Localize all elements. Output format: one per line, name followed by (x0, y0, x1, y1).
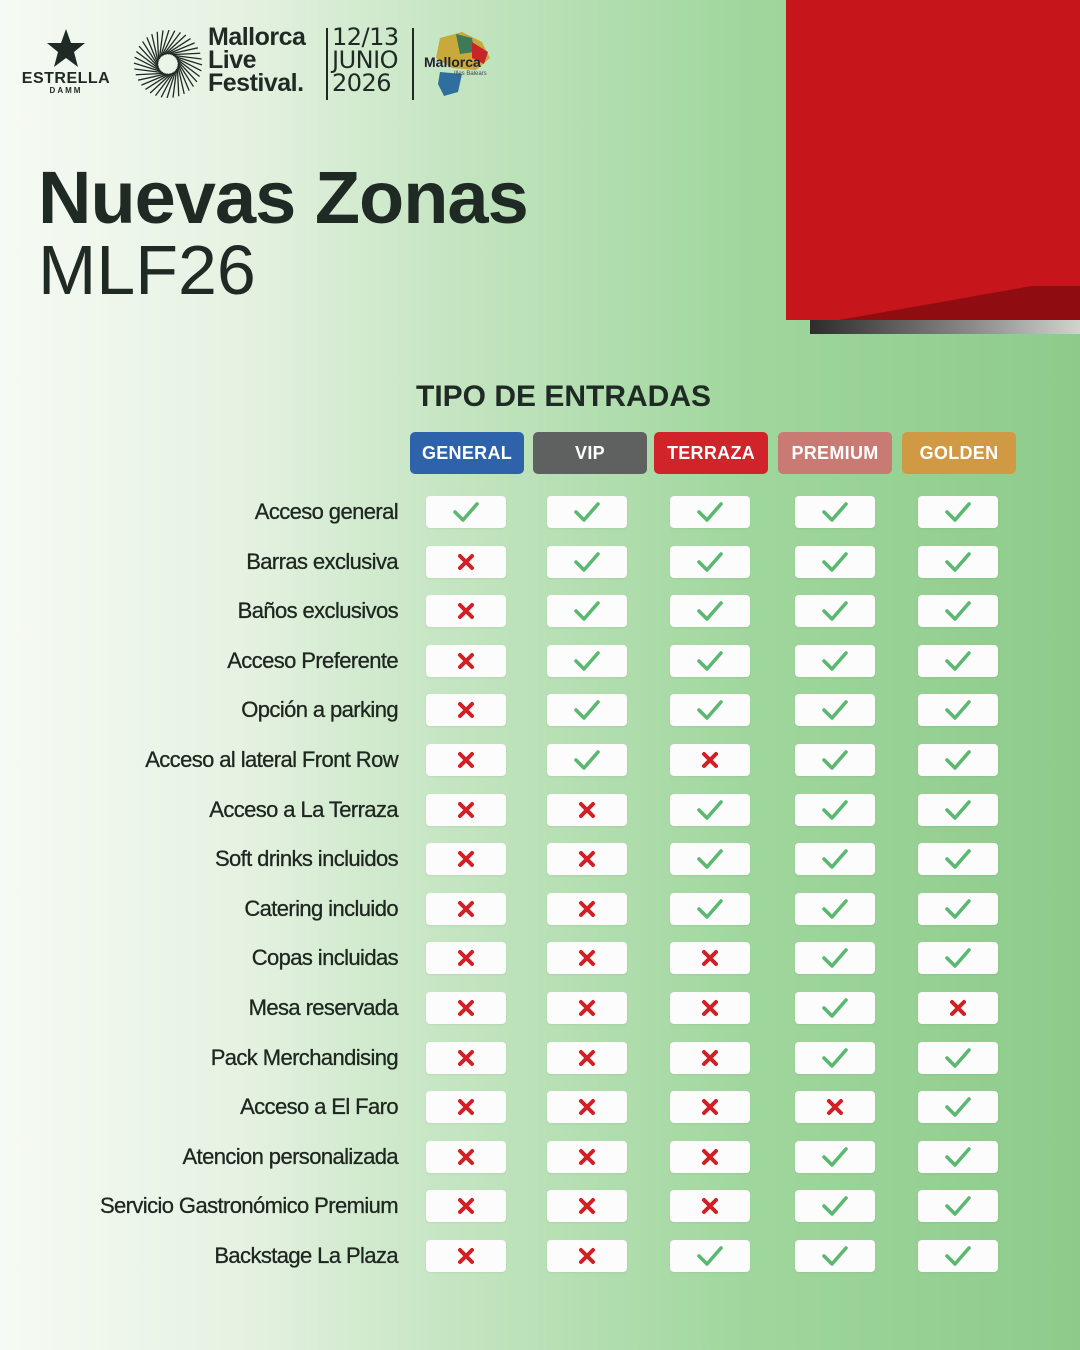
check-icon (696, 1245, 724, 1267)
festival-name-line-2: Live (208, 46, 257, 74)
cross-cell (547, 1091, 627, 1123)
cross-cell (670, 744, 750, 776)
column-header-terraza: TERRAZA (654, 432, 768, 474)
cross-cell (670, 1190, 750, 1222)
check-cell (547, 496, 627, 528)
divider (326, 28, 328, 100)
cross-icon (457, 999, 475, 1017)
cross-cell (547, 843, 627, 875)
row-label: Barras exclusiva (246, 548, 398, 574)
check-cell (670, 893, 750, 925)
check-icon (821, 799, 849, 821)
cross-cell (670, 942, 750, 974)
check-icon (944, 1096, 972, 1118)
check-icon (696, 898, 724, 920)
check-cell (918, 694, 998, 726)
check-icon (944, 699, 972, 721)
check-cell (547, 595, 627, 627)
cross-cell (426, 1042, 506, 1074)
check-icon (944, 848, 972, 870)
check-cell (795, 546, 875, 578)
cross-icon (701, 1098, 719, 1116)
cross-cell (426, 843, 506, 875)
check-cell (795, 595, 875, 627)
cross-icon (578, 949, 596, 967)
brand-name: ESTRELLA (21, 70, 111, 87)
check-icon (944, 799, 972, 821)
check-icon (944, 1146, 972, 1168)
cross-cell (547, 1042, 627, 1074)
cross-cell (426, 546, 506, 578)
check-icon (452, 501, 480, 523)
cross-icon (457, 949, 475, 967)
check-cell (795, 645, 875, 677)
check-icon (821, 947, 849, 969)
check-cell (795, 694, 875, 726)
cross-icon (578, 1247, 596, 1265)
check-cell (795, 744, 875, 776)
cross-cell (547, 1190, 627, 1222)
check-icon (821, 600, 849, 622)
check-icon (944, 947, 972, 969)
check-icon (573, 699, 601, 721)
check-cell (795, 942, 875, 974)
cross-icon (457, 1148, 475, 1166)
cross-icon (578, 801, 596, 819)
festival-name (208, 23, 306, 97)
row-label: Catering incluido (244, 895, 398, 921)
check-icon (821, 848, 849, 870)
cross-icon (578, 1049, 596, 1067)
check-icon (821, 1245, 849, 1267)
row-label: Acceso a El Faro (240, 1094, 398, 1120)
check-cell (795, 1042, 875, 1074)
check-icon (944, 898, 972, 920)
cross-icon (457, 850, 475, 868)
red-banner (786, 0, 1080, 320)
row-label: Mesa reservada (248, 995, 398, 1020)
cross-cell (426, 893, 506, 925)
check-icon (821, 1146, 849, 1168)
check-cell (918, 1091, 998, 1123)
check-icon (944, 650, 972, 672)
cross-cell (670, 1091, 750, 1123)
check-icon (821, 1047, 849, 1069)
row-label: Servicio Gastronómico Premium (99, 1193, 398, 1219)
check-icon (696, 600, 724, 622)
check-cell (918, 1141, 998, 1173)
row-label: Baños exclusivos (237, 598, 398, 624)
row-label: Backstage La Plaza (214, 1243, 398, 1268)
row-label: Acceso a La Terraza (209, 796, 398, 822)
cross-cell (426, 1190, 506, 1222)
cross-icon (578, 1197, 596, 1215)
column-header-general: GENERAL (410, 432, 524, 474)
cross-icon (457, 701, 475, 719)
check-cell (795, 1190, 875, 1222)
check-cell (918, 1240, 998, 1272)
estrella-damm-logo (20, 28, 112, 95)
check-cell (795, 1240, 875, 1272)
check-icon (821, 1195, 849, 1217)
check-icon (944, 1195, 972, 1217)
check-cell (795, 843, 875, 875)
check-cell (918, 843, 998, 875)
check-cell (547, 546, 627, 578)
check-cell (918, 942, 998, 974)
check-icon (821, 501, 849, 523)
cross-cell (426, 694, 506, 726)
sunburst-icon (132, 28, 204, 100)
cross-cell (795, 1091, 875, 1123)
check-icon (821, 997, 849, 1019)
column-header-vip: VIP (533, 432, 647, 474)
cross-icon (578, 1098, 596, 1116)
check-cell (918, 645, 998, 677)
cross-icon (701, 1049, 719, 1067)
check-icon (696, 848, 724, 870)
check-icon (944, 501, 972, 523)
cross-icon (826, 1098, 844, 1116)
festival-dates (332, 23, 399, 97)
cross-icon (457, 553, 475, 571)
cross-cell (426, 1240, 506, 1272)
cross-cell (426, 1141, 506, 1173)
check-cell (918, 546, 998, 578)
cross-cell (547, 1141, 627, 1173)
cross-cell (547, 992, 627, 1024)
check-cell (795, 794, 875, 826)
row-label: Acceso Preferente (227, 647, 398, 673)
row-label: Opción a parking (241, 697, 398, 723)
cross-cell (426, 645, 506, 677)
cross-icon (457, 1049, 475, 1067)
check-cell (795, 1141, 875, 1173)
check-icon (821, 898, 849, 920)
cross-icon (578, 999, 596, 1017)
cross-icon (457, 1098, 475, 1116)
check-icon (573, 501, 601, 523)
check-icon (944, 1245, 972, 1267)
row-label: Atencion personalizada (182, 1143, 398, 1169)
cross-cell (547, 794, 627, 826)
check-icon (696, 501, 724, 523)
check-icon (821, 650, 849, 672)
mallorca-logo (422, 28, 502, 100)
row-label: Copas incluidas (251, 945, 398, 971)
check-cell (918, 496, 998, 528)
page-subtitle: MLF26 (38, 231, 256, 309)
row-label: Soft drinks incluidos (214, 846, 398, 872)
cross-icon (457, 751, 475, 769)
festival-name-line-3: Festival. (208, 69, 304, 97)
cross-cell (426, 1091, 506, 1123)
check-cell (918, 794, 998, 826)
check-icon (696, 650, 724, 672)
cross-icon (457, 1247, 475, 1265)
check-icon (573, 749, 601, 771)
page-title: Nuevas Zonas (38, 156, 528, 239)
brand-sub: DAMM (49, 86, 83, 95)
check-cell (795, 496, 875, 528)
cross-icon (701, 1197, 719, 1215)
cross-icon (701, 949, 719, 967)
check-cell (670, 645, 750, 677)
check-cell (426, 496, 506, 528)
row-label: Pack Merchandising (210, 1044, 398, 1070)
check-icon (696, 699, 724, 721)
check-icon (944, 749, 972, 771)
check-icon (944, 600, 972, 622)
check-icon (821, 749, 849, 771)
cross-icon (701, 999, 719, 1017)
cross-cell (426, 794, 506, 826)
banner-shadow (810, 320, 1080, 334)
date-line-2: JUNIO (332, 46, 399, 74)
check-cell (670, 595, 750, 627)
row-label: Acceso al lateral Front Row (145, 747, 398, 772)
festival-name-line-1: Mallorca (208, 23, 306, 51)
cross-cell (918, 992, 998, 1024)
island-logo-sub: Illes Balears (454, 71, 487, 77)
check-cell (547, 694, 627, 726)
check-cell (918, 1042, 998, 1074)
check-icon (573, 551, 601, 573)
divider (412, 28, 414, 100)
cross-icon (578, 850, 596, 868)
check-cell (547, 645, 627, 677)
island-logo-text: Mallorca (424, 54, 481, 70)
cross-icon (578, 900, 596, 918)
cross-cell (670, 992, 750, 1024)
cross-icon (457, 602, 475, 620)
cross-cell (426, 595, 506, 627)
cross-icon (457, 1197, 475, 1215)
cross-icon (578, 1148, 596, 1166)
check-cell (670, 496, 750, 528)
star-icon (46, 28, 86, 68)
check-cell (795, 992, 875, 1024)
check-cell (795, 893, 875, 925)
check-icon (944, 1047, 972, 1069)
cross-cell (670, 1141, 750, 1173)
column-header-premium: PREMIUM (778, 432, 892, 474)
section-title: TIPO DE ENTRADAS (416, 380, 712, 413)
check-icon (944, 551, 972, 573)
cross-cell (426, 942, 506, 974)
row-label: Acceso general (254, 499, 398, 524)
check-icon (696, 799, 724, 821)
check-icon (573, 650, 601, 672)
check-cell (670, 1240, 750, 1272)
check-cell (670, 843, 750, 875)
check-cell (670, 794, 750, 826)
cross-cell (547, 942, 627, 974)
cross-icon (457, 652, 475, 670)
date-line-3: 2026 (332, 69, 392, 97)
cross-cell (670, 1042, 750, 1074)
cross-icon (701, 751, 719, 769)
cross-cell (547, 1240, 627, 1272)
check-cell (918, 893, 998, 925)
column-header-golden: GOLDEN (902, 432, 1016, 474)
check-icon (821, 699, 849, 721)
banner-fold (786, 286, 1080, 320)
cross-icon (457, 801, 475, 819)
check-cell (918, 595, 998, 627)
cross-icon (457, 900, 475, 918)
date-line-1: 12/13 (332, 23, 399, 51)
check-cell (547, 744, 627, 776)
check-cell (918, 744, 998, 776)
cross-icon (701, 1148, 719, 1166)
cross-cell (547, 893, 627, 925)
check-cell (670, 546, 750, 578)
check-cell (670, 694, 750, 726)
cross-icon (949, 999, 967, 1017)
cross-cell (426, 744, 506, 776)
check-icon (573, 600, 601, 622)
cross-cell (426, 992, 506, 1024)
check-icon (696, 551, 724, 573)
check-cell (918, 1190, 998, 1222)
check-icon (821, 551, 849, 573)
